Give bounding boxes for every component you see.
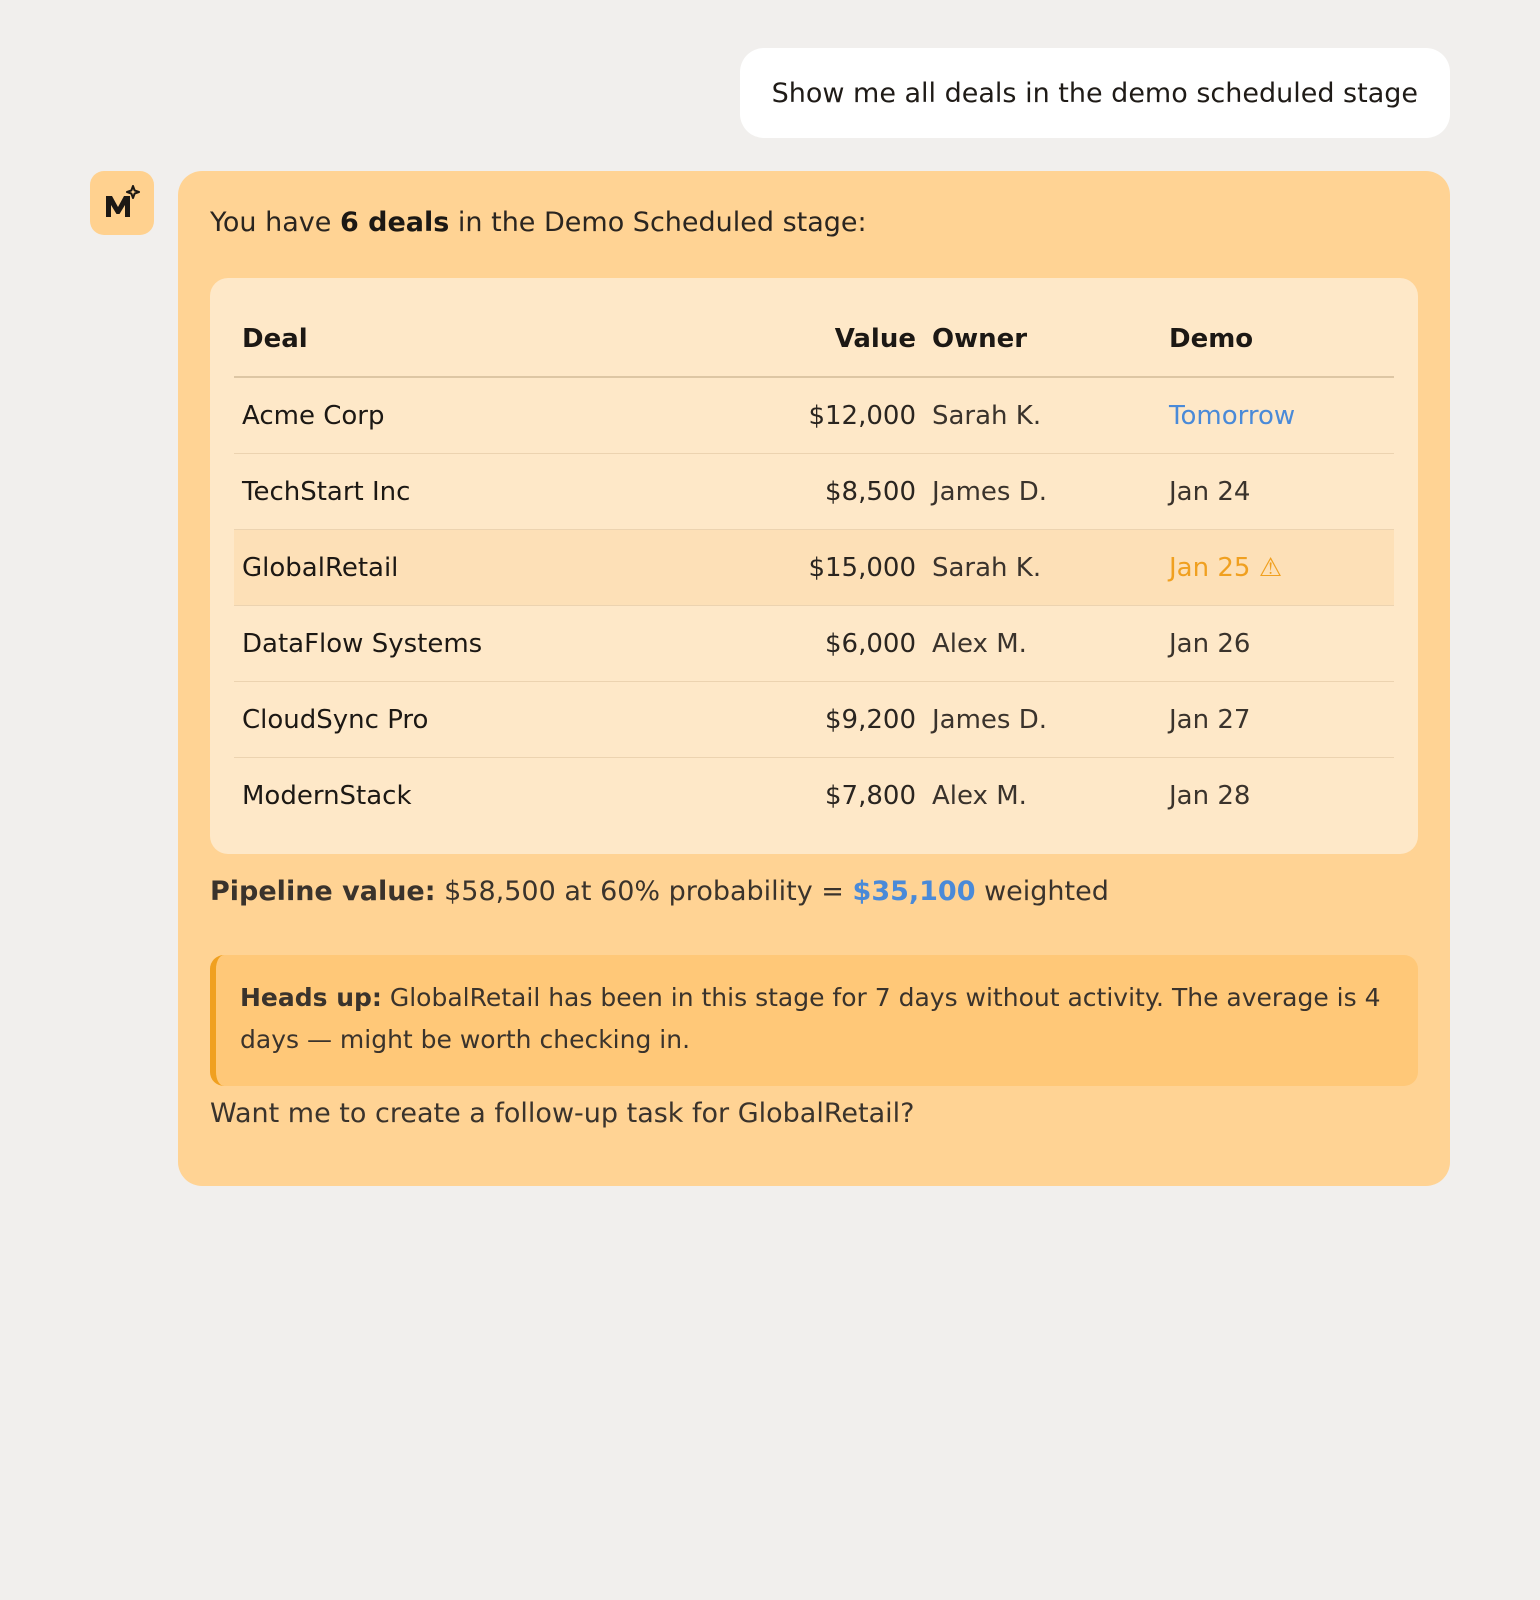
user-message-bubble [740, 48, 1450, 138]
heads-up-callout [210, 955, 1418, 1086]
table-row[interactable] [234, 606, 1394, 682]
deal-cell: TechStart Inc [234, 454, 774, 530]
deals-table [234, 301, 1394, 833]
demo-cell: Jan 25 ⚠ [1161, 530, 1394, 606]
followup-question: Want me to create a follow-up task for GlobalRetail? [210, 1098, 915, 1129]
weighted-value: $35,100 [852, 876, 976, 907]
assistant-intro [210, 207, 867, 238]
pipeline-suffix: weighted [975, 876, 1109, 907]
value-cell: $15,000 [774, 530, 924, 606]
deal-count: 6 deals [339, 207, 450, 238]
value-cell: $12,000 [774, 377, 924, 454]
value-cell: $7,800 [825, 780, 916, 811]
value-cell: $8,500 [774, 454, 924, 530]
table-row[interactable] [234, 682, 1394, 758]
deal-cell: ModernStack [242, 780, 412, 811]
pipeline-summary [210, 876, 1109, 907]
demo-cell: Jan 26 [1161, 606, 1394, 682]
demo-cell: Tomorrow [1161, 377, 1394, 454]
owner-cell: James D. [924, 682, 1161, 758]
header-owner: Owner [924, 301, 1161, 377]
pipeline-middle: $58,500 at 60% probability = [435, 876, 853, 907]
m-sparkle-logo-icon [102, 183, 142, 223]
owner-cell: Alex M. [932, 780, 1027, 811]
deal-cell: CloudSync Pro [234, 682, 774, 758]
value-cell: $9,200 [774, 682, 924, 758]
demo-cell: Jan 27 [1161, 682, 1394, 758]
owner-cell: Alex M. [924, 606, 1161, 682]
value-cell: $6,000 [774, 606, 924, 682]
header-deal: Deal [234, 301, 774, 377]
demo-cell: Jan 24 [1161, 454, 1394, 530]
table-row[interactable] [234, 758, 1394, 834]
deal-cell: Acme Corp [234, 377, 774, 454]
assistant-message-card [178, 171, 1450, 1186]
user-message-text: Show me all deals in the demo scheduled stage [771, 77, 1418, 109]
intro-prefix: You have [210, 207, 340, 238]
header-value: Value [774, 301, 924, 377]
deal-cell: DataFlow Systems [234, 606, 774, 682]
callout-label: Heads up: [240, 983, 382, 1012]
owner-cell: Sarah K. [924, 377, 1161, 454]
demo-cell: Jan 28 [1169, 780, 1251, 811]
deal-cell: GlobalRetail [234, 530, 774, 606]
owner-cell: James D. [924, 454, 1161, 530]
deals-table-card [210, 278, 1418, 854]
table-row[interactable] [234, 530, 1394, 606]
pipeline-label: Pipeline value: [210, 876, 436, 907]
callout-text: GlobalRetail has been in this stage for 7 days without activity. The average is 4 days — might be worth checking in. [240, 983, 1381, 1054]
table-row[interactable] [234, 377, 1394, 454]
table-header-row [234, 301, 1394, 377]
intro-suffix: in the Demo Scheduled stage: [449, 207, 867, 238]
header-demo: Demo [1161, 301, 1394, 377]
assistant-avatar [90, 171, 154, 235]
owner-cell: Sarah K. [924, 530, 1161, 606]
table-row[interactable] [234, 454, 1394, 530]
